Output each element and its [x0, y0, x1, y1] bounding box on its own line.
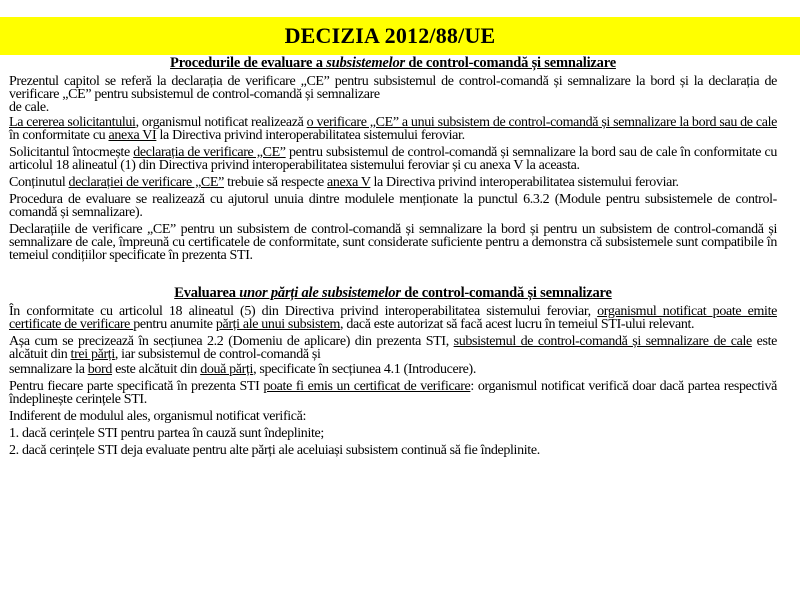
- document-body: [9, 56, 777, 461]
- section-spacer: [9, 266, 777, 286]
- text: pentru subsistemul de control-comandă și semnalizare la bord sau de cale în conformitate cu articolul 18 alineatul (1) din Directiva privind interoperabilitatea sistemului feroviar și cu anexa V la aceasta.: [9, 145, 778, 173]
- underlined-text: anexa VI: [108, 128, 157, 143]
- list-item: 2. dacă cerințele STI deja evaluate pentru alte părți ale aceluiași subsistem continuă să fie îndeplinite.: [9, 443, 540, 458]
- heading-text: de control-comandă și semnalizare: [404, 55, 616, 71]
- underlined-text: La cererea solicitantului: [9, 115, 136, 130]
- paragraph: [9, 176, 777, 189]
- text: semnalizare la: [9, 362, 88, 377]
- underlined-text: declarația de verificare „CE”: [133, 145, 286, 160]
- underlined-text: bord: [87, 362, 112, 377]
- underlined-text: organismul notificat poate emite certificate de verificare: [9, 304, 777, 332]
- text: de cale.: [9, 100, 49, 115]
- paragraph: Procedura de evaluare se realizează cu ajutorul unuia dintre modulele menționate la punctul 6.3.2 (Module pentru subsistemele de control-comandă și semnalizare).: [9, 192, 777, 220]
- text: în conformitate cu: [9, 128, 109, 143]
- text: Solicitantul întocmește: [9, 145, 134, 160]
- underlined-text: părți ale unui subsistem: [215, 317, 341, 332]
- text: : organismul notificat verifică doar dacă partea respectivă îndeplinește cerințele STI.: [9, 379, 777, 407]
- text: , specificate în secțiunea 4.1 (Introducere).: [253, 362, 476, 377]
- underlined-text: anexa V: [327, 175, 371, 190]
- page-title: DECIZIA 2012/88/UE: [284, 23, 496, 48]
- heading-text: Procedurile de evaluare a: [170, 55, 327, 71]
- text: Așa cum se precizează în secțiunea 2.2 (Domeniu de aplicare) din prezenta STI,: [9, 334, 454, 349]
- text: Pentru fiecare parte specificată în prezenta STI: [9, 379, 264, 394]
- underlined-text: subsistemul de control-comandă și semnalizare de cale: [453, 334, 752, 349]
- heading-text: de control-comandă și semnalizare: [400, 285, 612, 301]
- text: este alcătuit din: [111, 362, 201, 377]
- text: Conținutul: [9, 175, 69, 190]
- text: , dacă este autorizat să facă acest lucru în temeiul STI-ului relevant.: [340, 317, 695, 332]
- paragraph: [9, 363, 777, 376]
- paragraph: [9, 75, 777, 114]
- underlined-text: declarației de verificare „CE”: [68, 175, 224, 190]
- section-heading-partial-evaluation: [9, 286, 777, 301]
- list-item: 1. dacă cerințele STI pentru partea în cauză sunt îndeplinite;: [9, 426, 324, 441]
- underlined-text: o verificare „CE” a unui subsistem de control-comandă și semnalizare la bord sau de cale: [306, 115, 777, 130]
- text: pentru anumite: [133, 317, 216, 332]
- paragraph: Declarațiile de verificare „CE” pentru un subsistem de control-comandă și semnalizare la bord și pentru un subsistem de control-comandă și semnalizare de cale, împreună cu certificatele de conformitate, sunt considerate suficiente pentru a demonstra că subsistemele sunt compatibile în temeiul condițiilor specificate în prezenta STI.: [9, 222, 777, 263]
- text: , iar subsistemul de control-comandă și: [114, 347, 321, 362]
- text: , organismul notificat realizează: [135, 115, 307, 130]
- text: Prezentul capitol se referă la declarația de verificare „CE” pentru subsistemul de control-comandă și semnalizare la bord și la declarația de verificare „CE” pentru subsistemul de control-comandă și semnalizare: [9, 74, 777, 102]
- text: la Directiva privind interoperabilitatea sistemului feroviar.: [156, 128, 465, 143]
- heading-emphasis: subsistemelor: [326, 55, 405, 71]
- paragraph: [9, 380, 777, 406]
- heading-text: Evaluarea: [174, 285, 240, 301]
- paragraph: [9, 146, 777, 172]
- underlined-text: poate fi emis un certificat de verificare: [263, 379, 471, 394]
- underlined-text: două părți: [200, 362, 254, 377]
- paragraph: [9, 335, 777, 361]
- paragraph: [9, 305, 777, 331]
- paragraph: Indiferent de modulul ales, organismul notificat verifică:: [9, 409, 307, 424]
- text: la Directiva privind interoperabilitatea sistemului feroviar.: [370, 175, 679, 190]
- text: trebuie să respecte: [224, 175, 328, 190]
- underlined-text: trei părți: [70, 347, 115, 362]
- text: În conformitate cu articolul 18 alineatul (5) din Directiva privind interoperabilitatea sistemului feroviar,: [9, 304, 598, 319]
- text: este alcătuit din: [9, 334, 777, 362]
- paragraph: [9, 116, 777, 142]
- heading-emphasis: unor părți ale subsistemelor: [239, 285, 401, 301]
- section-heading-evaluation-procedures: [9, 56, 777, 71]
